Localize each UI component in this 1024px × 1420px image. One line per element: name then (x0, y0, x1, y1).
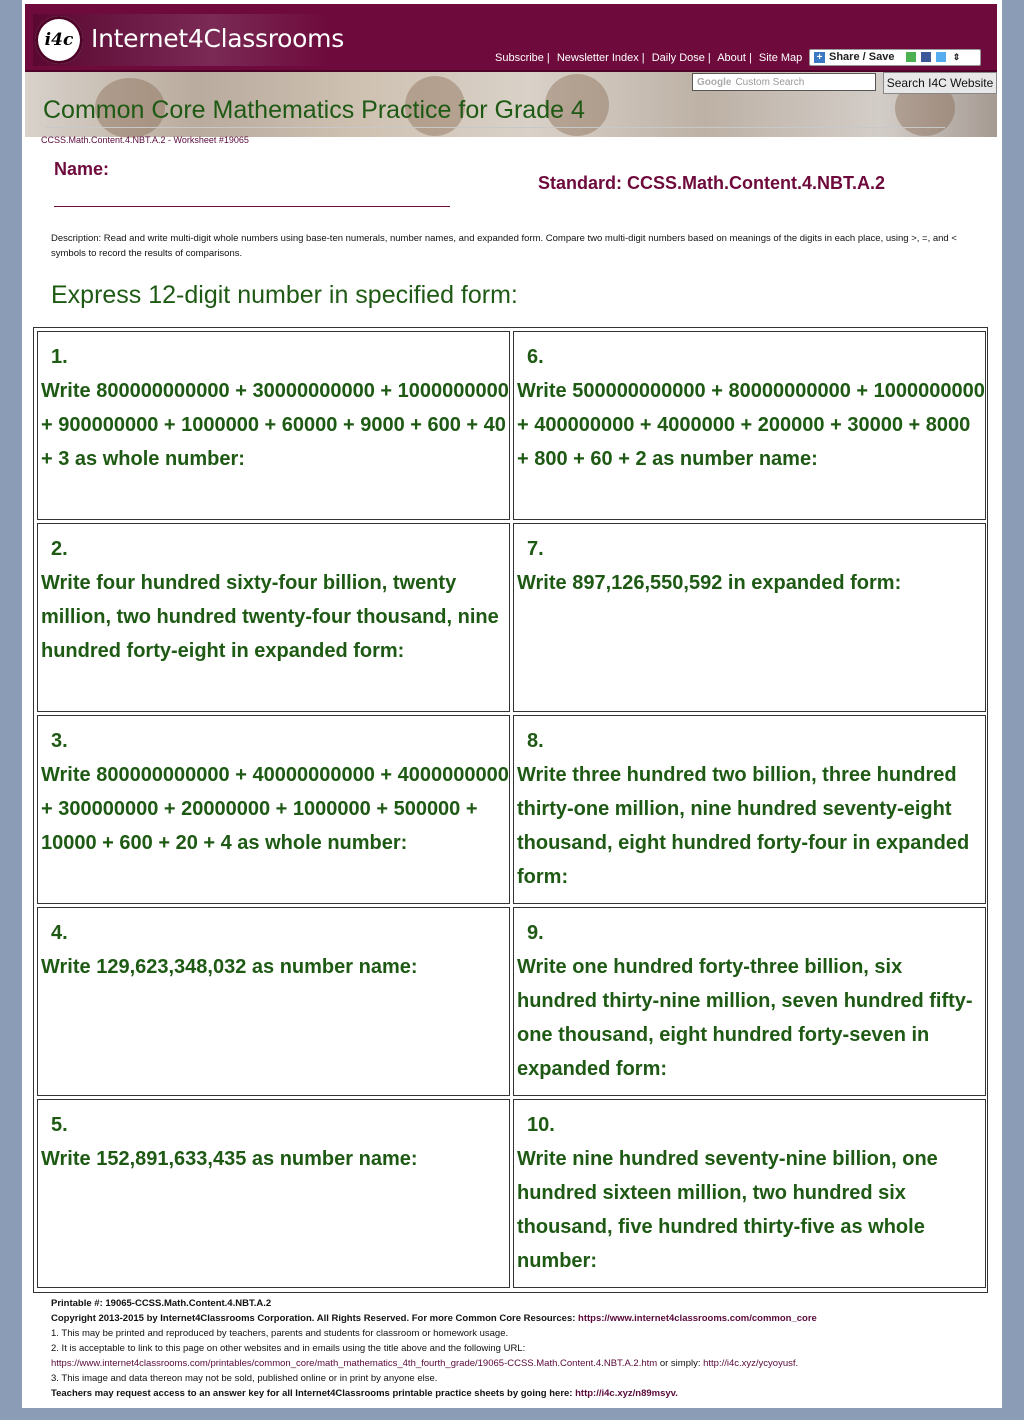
logo-text: Internet4Classrooms (91, 24, 344, 53)
problem-text: Write three hundred two billion, three hundred thirty-one million, nine hundred seventy-eight thousand, eight hundred forty-four in expanded form: (517, 764, 970, 888)
i4c-logo-icon: i4c (35, 16, 83, 64)
usage-line-2: 2. It is acceptable to link to this page on other websites and in emails using the title above and the following URL: (51, 1343, 526, 1354)
instruction: Express 12-digit number in specified form: (51, 281, 518, 309)
usage-line-1: 1. This may be printed and reproduced by teachers, parents and students for classroom or homework usage. (51, 1328, 509, 1339)
twitter-icon[interactable] (936, 52, 946, 62)
problem-cell (513, 907, 986, 1096)
short-url-link[interactable]: http://i4c.xyz/ycyoyusf. (703, 1358, 799, 1369)
problem-text: Write 800000000000 + 40000000000 + 4000000000 + 300000000 + 20000000 + 1000000 + 500000 + 10000 + 600 + 20 + 4 as whole number: (41, 764, 509, 854)
or-simply-text: or simply: (657, 1358, 704, 1369)
email-share-icon[interactable] (906, 52, 916, 62)
problem-text: Write 152,891,633,435 as number name: (41, 1148, 418, 1170)
problem-cell (513, 523, 986, 712)
nav-separator: | (641, 52, 645, 64)
nav-site-map[interactable]: Site Map (758, 52, 803, 64)
copyright-line (51, 1311, 991, 1326)
top-nav (495, 52, 802, 64)
nav-separator: | (546, 52, 550, 64)
search-button[interactable]: Search I4C Website (883, 72, 997, 94)
standard-label: Standard: CCSS.Math.Content.4.NBT.A.2 (538, 173, 886, 193)
description: Description: Read and write multi-digit whole numbers using base-ten numerals, number names, and expanded form. Compare two multi-digit numbers based on meanings of the digits in each place, using >, =, and < symbols to record the results of comparisons. (51, 233, 957, 259)
share-plus-icon: + (814, 52, 825, 63)
problem-number: 5. (51, 1114, 68, 1136)
name-line (54, 206, 450, 207)
copyright-text: Copyright 2013-2015 by Internet4Classrooms Corporation. All Rights Reserved. For more Common Core Resources: (51, 1313, 579, 1324)
problem-text: Write four hundred sixty-four billion, twenty million, two hundred twenty-four thousand, nine hundred forty-eight in expanded form: (41, 572, 499, 662)
teachers-text: Teachers may request access to an answer key for all Internet4Classrooms printable practice sheets by going here: (51, 1388, 576, 1399)
problem-cell (37, 715, 510, 904)
problem-number: 9. (527, 922, 544, 944)
common-core-link[interactable]: https://www.internet4classrooms.com/common_core (578, 1313, 817, 1324)
problem-cell (37, 907, 510, 1096)
share-label: Share / Save (829, 51, 895, 63)
problem-number: 6. (527, 346, 544, 368)
problem-text: Write 800000000000 + 30000000000 + 1000000000 + 900000000 + 1000000 + 60000 + 9000 + 600 + 40 + 3 as whole number: (41, 380, 509, 470)
header-banner (25, 72, 997, 137)
page-title: Common Core Mathematics Practice for Grade 4 (43, 96, 585, 124)
long-url-link[interactable]: https://www.internet4classrooms.com/printables/common_core/math_mathematics_4th_fourth_grade/19065-CCSS.Math.Content.4.NBT.A.2.htm (51, 1358, 658, 1369)
nav-newsletter-index[interactable]: Newsletter Index (556, 52, 639, 64)
problem-cell (513, 331, 986, 520)
problem-cell (37, 523, 510, 712)
nav-separator: | (748, 52, 752, 64)
search-input[interactable] (692, 73, 876, 91)
problem-number: 2. (51, 538, 68, 560)
problem-text: Write one hundred forty-three billion, six hundred thirty-nine million, seven hundred fifty-one thousand, eight hundred forty-seven in expanded form: (517, 956, 973, 1080)
site-logo[interactable] (33, 14, 344, 66)
nav-about[interactable]: About (717, 52, 746, 64)
problem-number: 10. (527, 1114, 555, 1136)
answer-key-line (51, 1386, 991, 1401)
search-placeholder: Custom Search (735, 77, 805, 88)
nav-subscribe[interactable]: Subscribe (495, 52, 544, 64)
usage-line-3: 3. This image and data thereon may not be sold, published online or in print by anyone else. (51, 1373, 438, 1384)
problem-text: Write 897,126,550,592 in expanded form: (517, 572, 902, 594)
breadcrumb: CCSS.Math.Content.4.NBT.A.2 - Worksheet #19065 (41, 135, 249, 145)
problem-number: 4. (51, 922, 68, 944)
problem-cell (37, 1099, 510, 1288)
site-header (25, 4, 997, 72)
problem-grid (33, 327, 988, 1293)
footer (51, 1296, 991, 1401)
facebook-icon[interactable] (921, 52, 931, 62)
nav-separator: | (707, 52, 711, 64)
nav-daily-dose[interactable]: Daily Dose (651, 52, 705, 64)
share-save-button[interactable] (809, 49, 981, 66)
page (22, 0, 1002, 1408)
problem-number: 8. (527, 730, 544, 752)
problem-text: Write 500000000000 + 80000000000 + 1000000000 + 400000000 + 4000000 + 200000 + 30000 + 8000 + 800 + 60 + 2 as number name: (517, 380, 985, 470)
problem-cell (513, 715, 986, 904)
problem-number: 1. (51, 346, 68, 368)
search-brand: Google (697, 77, 732, 88)
problem-text: Write nine hundred seventy-nine billion, one hundred sixteen million, two hundred six thousand, five hundred thirty-five as whole number: (517, 1148, 938, 1272)
problem-text: Write 129,623,348,032 as number name: (41, 956, 418, 978)
printable-number: Printable #: 19065-CCSS.Math.Content.4.NBT.A.2 (51, 1298, 272, 1309)
name-label: Name: (54, 159, 110, 179)
answer-key-link[interactable]: http://i4c.xyz/n89msyv. (575, 1388, 678, 1399)
title-divider (45, 127, 945, 128)
url-line (51, 1356, 991, 1371)
problem-number: 7. (527, 538, 544, 560)
problem-cell (513, 1099, 986, 1288)
problem-cell (37, 331, 510, 520)
problem-number: 3. (51, 730, 68, 752)
share-dropdown-icon[interactable]: ⇕ (952, 52, 961, 62)
